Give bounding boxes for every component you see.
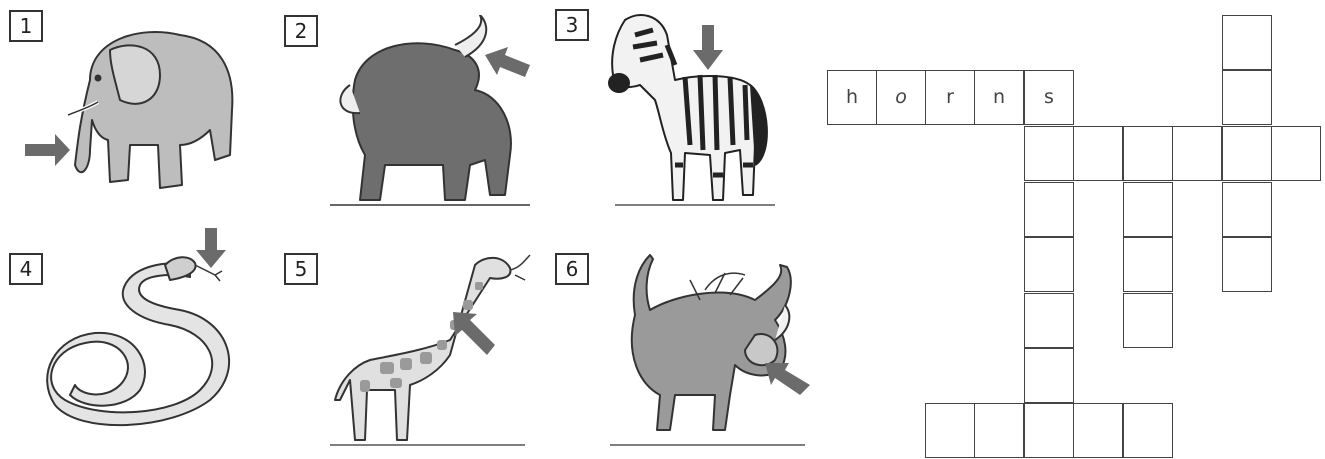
crossword-cell[interactable] — [1024, 126, 1074, 181]
number-label-1: 1 — [9, 10, 43, 42]
crossword-cell[interactable] — [1222, 182, 1272, 237]
crossword-cell-example-h[interactable]: h — [827, 70, 877, 125]
elephant-illustration — [20, 20, 250, 200]
crossword-cell-example-r[interactable]: r — [925, 70, 975, 125]
crossword-cell[interactable] — [925, 403, 975, 458]
buffalo-illustration — [325, 15, 535, 210]
arrow-icon — [485, 47, 530, 77]
crossword-cell[interactable] — [1024, 182, 1074, 237]
crossword-cell-example-s[interactable]: s — [1024, 70, 1074, 125]
number-label-5: 5 — [284, 253, 318, 285]
crossword-cell[interactable] — [1222, 15, 1272, 70]
zebra-illustration — [605, 5, 780, 215]
number-label-3: 3 — [555, 9, 589, 41]
crossword-cell[interactable] — [1024, 348, 1074, 403]
crossword-cell[interactable] — [1024, 237, 1074, 292]
crossword-cell-example-o[interactable]: o — [876, 70, 926, 125]
arrow-icon — [765, 363, 810, 395]
crossword-cell[interactable] — [1123, 126, 1173, 181]
number-label-6: 6 — [555, 253, 589, 285]
crossword-cell[interactable] — [974, 403, 1024, 458]
crossword-cell[interactable] — [1222, 237, 1272, 292]
crossword-cell[interactable] — [1123, 293, 1173, 348]
crossword-cell[interactable] — [1172, 126, 1222, 181]
crossword-cell[interactable] — [1222, 126, 1272, 181]
crossword-cell-example-n[interactable]: n — [974, 70, 1024, 125]
arrow-icon — [693, 25, 723, 70]
crossword-cell[interactable] — [1073, 126, 1123, 181]
arrow-icon — [25, 134, 70, 166]
number-label-2: 2 — [284, 15, 318, 47]
crossword-cell[interactable] — [1123, 403, 1173, 458]
giraffe-illustration — [325, 240, 535, 450]
crossword-cell[interactable] — [1024, 403, 1074, 458]
crossword-cell[interactable] — [1073, 403, 1123, 458]
snake-illustration — [40, 225, 240, 445]
crossword-cell[interactable] — [1123, 237, 1173, 292]
arrow-icon — [196, 228, 226, 268]
crossword-cell[interactable] — [1024, 293, 1074, 348]
arrow-icon — [453, 312, 495, 355]
number-label-4: 4 — [9, 253, 43, 285]
crossword-cell[interactable] — [1271, 126, 1321, 181]
crossword-cell[interactable] — [1222, 70, 1272, 125]
crossword-cell[interactable] — [1123, 182, 1173, 237]
warthog-illustration — [605, 245, 815, 450]
